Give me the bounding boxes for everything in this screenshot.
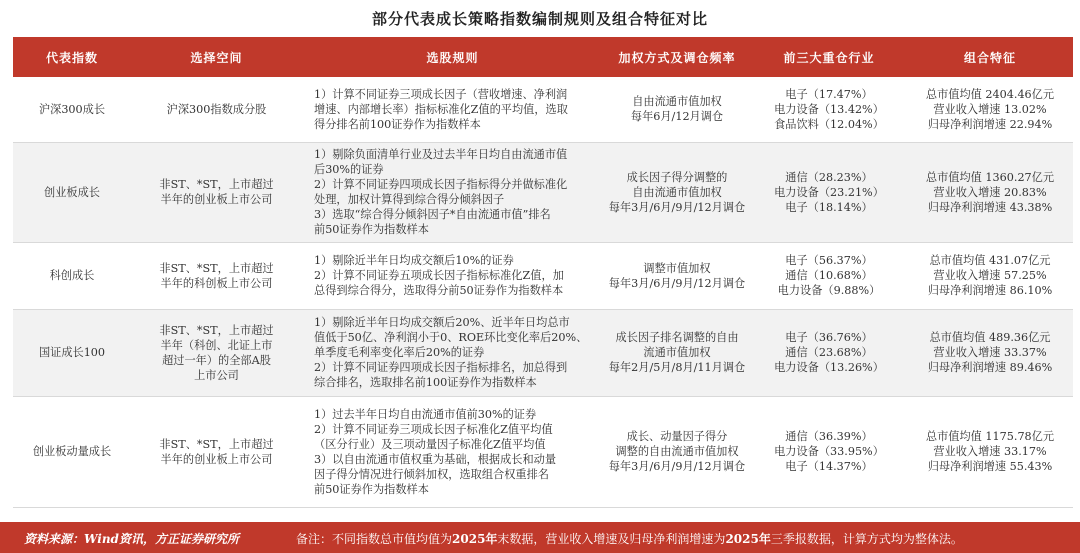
cell-line: 营业收入增速 13.02% <box>933 102 1047 116</box>
cell-line: 归母净利润增速 43.38% <box>927 200 1053 214</box>
note-text <box>296 530 963 547</box>
header-weighting: 加权方式及调仓频率 <box>603 37 751 77</box>
cell-line: 超过一年）的全部A股 <box>162 353 271 367</box>
cell-line: 营业收入增速 33.37% <box>933 346 1047 359</box>
cell-line: 电子（14.37%） <box>785 460 873 473</box>
header-features: 组合特征 <box>907 37 1073 77</box>
cell-rules <box>302 77 603 142</box>
cell-line: 电力设备（23.21%） <box>774 185 884 199</box>
cell-line: 非ST、*ST，上市超过 <box>159 323 274 337</box>
cell-line: 半年的科创板上市公司 <box>160 276 273 290</box>
cell-industries <box>751 242 907 309</box>
cell-selection-space <box>131 77 302 142</box>
cell-weighting <box>603 396 751 507</box>
cell-line: 2）计算不同证券三项成长因子标准化Z值平均值 <box>314 422 553 436</box>
cell-line: 电子（36.76%） <box>785 331 873 344</box>
cell-line: 前50证券作为指数样本 <box>314 482 429 496</box>
cell-line: 2）计算不同证券五项成长因子指标标准化Z值，加 <box>314 269 564 282</box>
cell-selection-space <box>131 396 302 507</box>
cell-line: 后30%的证券 <box>314 163 384 176</box>
cell-line: 每年3月/6月/9月/12月调仓 <box>608 200 746 214</box>
cell-line: 总市值均值 1175.78亿元 <box>925 430 1055 443</box>
cell-line: 得分排名前100证券作为指数样本 <box>314 117 481 131</box>
cell-line: 每年6月/12月调仓 <box>630 110 724 124</box>
cell-features <box>907 396 1073 507</box>
cell-rules <box>302 242 603 309</box>
header-rules: 选股规则 <box>302 37 603 77</box>
cell-index: 科创成长 <box>13 242 131 309</box>
cell-index: 国证成长100 <box>13 309 131 396</box>
cell-selection-space <box>131 309 302 396</box>
cell-line: 半年（科创、北证上市 <box>160 338 273 352</box>
table-row <box>13 396 1073 507</box>
cell-line: 沪深300指数成分股 <box>166 102 267 116</box>
cell-line: 非ST、*ST，上市超过 <box>159 178 274 191</box>
cell-rules <box>302 142 603 242</box>
note-part: 末数据，营业收入增速及归母净利润增速为 <box>497 532 726 546</box>
cell-line: 3）以自由流通市值权重为基础，根据成长和动量 <box>314 452 557 466</box>
cell-industries <box>751 309 907 396</box>
cell-line: 归母净利润增速 22.94% <box>927 117 1053 131</box>
comparison-table <box>13 37 1073 508</box>
table-header-row <box>13 37 1073 77</box>
cell-features <box>907 242 1073 309</box>
cell-selection-space <box>131 142 302 242</box>
table-row <box>13 77 1073 142</box>
cell-line: 食品饮料（12.04%） <box>774 117 884 131</box>
cell-features <box>907 309 1073 396</box>
cell-line: 通信（36.39%） <box>785 430 873 443</box>
cell-line: 归母净利润增速 89.46% <box>927 361 1053 374</box>
cell-line: 非ST、*ST，上市超过 <box>159 261 274 275</box>
cell-line: 综合排名，选取排名前100证券作为指数样本 <box>314 376 537 389</box>
cell-line: 电子（56.37%） <box>785 254 873 267</box>
cell-line: 通信（28.23%） <box>785 170 873 184</box>
table-row <box>13 309 1073 396</box>
cell-industries <box>751 142 907 242</box>
cell-line: 1）剔除负面清单行业及过去半年日均自由流通市值 <box>314 148 568 161</box>
cell-line: 自由流通市值加权 <box>632 95 722 109</box>
cell-line: 电力设备（9.88%） <box>777 284 881 297</box>
cell-features <box>907 142 1073 242</box>
cell-line: 总市值均值 431.07亿元 <box>929 254 1051 267</box>
cell-line: （区分行业）及三项动量因子标准化Z值平均值 <box>314 437 546 451</box>
note-year: 2025年 <box>725 532 771 546</box>
cell-line: 1）剔除近半年日均成交额后20%、近半年日均总市 <box>314 316 570 329</box>
cell-features <box>907 77 1073 142</box>
cell-weighting <box>603 242 751 309</box>
cell-index: 沪深300成长 <box>13 77 131 142</box>
cell-line: 处理，加权计算得到综合得分倾斜因子 <box>314 193 505 206</box>
footer-bar <box>0 522 1080 553</box>
note-part: 三季报数据，计算方式均为整体法。 <box>770 532 963 546</box>
cell-weighting <box>603 309 751 396</box>
page-title: 部分代表成长策略指数编制规则及组合特征对比 <box>371 10 708 28</box>
cell-line: 半年的创业板上市公司 <box>160 193 273 206</box>
cell-industries <box>751 77 907 142</box>
header-industries: 前三大重仓行业 <box>751 37 907 77</box>
cell-line: 前50证券作为指数样本 <box>314 223 429 236</box>
cell-line: 因子得分情况进行倾斜加权，选取组合权重排名 <box>314 467 549 481</box>
cell-line: 电子（18.14%） <box>785 200 873 214</box>
cell-line: 归母净利润增速 86.10% <box>927 284 1053 297</box>
cell-line: 值低于50亿、净利润小于0、ROE环比变化率后20%、 <box>314 331 588 344</box>
cell-line: 上市公司 <box>194 368 239 382</box>
cell-line: 非ST、*ST，上市超过 <box>159 437 274 451</box>
cell-line: 电子（17.47%） <box>785 87 873 101</box>
cell-line: 总市值均值 2404.46亿元 <box>925 87 1055 101</box>
cell-line: 每年2月/5月/8月/11月调仓 <box>608 361 746 374</box>
cell-line: 成长因子得分调整的 <box>626 170 728 184</box>
cell-weighting <box>603 142 751 242</box>
cell-line: 2）计算不同证券四项成长因子指标排名，加总得到 <box>314 361 568 374</box>
note-part: 备注：不同指数总市值均值为 <box>296 532 453 546</box>
cell-line: 单季度毛利率变化率后20%的证券 <box>314 346 485 359</box>
cell-line: 1）过去半年日均自由流通市值前30%的证券 <box>314 407 537 421</box>
cell-line: 通信（23.68%） <box>785 346 873 359</box>
cell-rules <box>302 396 603 507</box>
header-index: 代表指数 <box>13 37 131 77</box>
table-body <box>13 77 1073 507</box>
cell-line: 调整的自由流通市值加权 <box>615 445 739 458</box>
cell-line: 增速、内部增长率）指标标准化Z值的平均值，选取 <box>314 102 568 116</box>
cell-selection-space <box>131 242 302 309</box>
cell-line: 营业收入增速 33.17% <box>933 445 1047 458</box>
table-row <box>13 142 1073 242</box>
cell-line: 每年3月/6月/9月/12月调仓 <box>608 276 746 290</box>
cell-line: 调整市值加权 <box>643 261 711 275</box>
cell-line: 电力设备（13.42%） <box>774 102 884 116</box>
source-text: 资料来源：Wind资讯，方正证券研究所 <box>24 532 239 546</box>
table-row <box>13 242 1073 309</box>
cell-line: 电力设备（13.26%） <box>774 361 884 374</box>
cell-industries <box>751 396 907 507</box>
cell-line: 成长因子排名调整的自由 <box>615 331 739 344</box>
cell-line: 自由流通市值加权 <box>632 185 722 199</box>
cell-line: 营业收入增速 20.83% <box>933 185 1047 199</box>
cell-line: 总市值均值 1360.27亿元 <box>925 170 1055 184</box>
cell-weighting <box>603 77 751 142</box>
cell-line: 每年3月/6月/9月/12月调仓 <box>608 460 746 473</box>
cell-line: 通信（10.68%） <box>785 269 873 282</box>
cell-line: 成长、动量因子得分 <box>626 430 728 443</box>
cell-line: 1）计算不同证券三项成长因子（营收增速、净利润 <box>314 87 568 101</box>
cell-rules <box>302 309 603 396</box>
cell-line: 归母净利润增速 55.43% <box>927 460 1053 473</box>
cell-line: 2）计算不同证券四项成长因子指标得分并做标准化 <box>314 178 568 191</box>
cell-index: 创业板成长 <box>13 142 131 242</box>
cell-line: 流通市值加权 <box>643 346 711 359</box>
cell-line: 总得到综合得分，选取得分前50证券作为指数样本 <box>314 284 564 297</box>
cell-index: 创业板动量成长 <box>13 396 131 507</box>
note-year: 2025年 <box>452 532 498 546</box>
cell-line: 3）选取“综合得分倾斜因子*自由流通市值”排名 <box>314 208 551 221</box>
cell-line: 营业收入增速 57.25% <box>933 269 1047 282</box>
header-space: 选择空间 <box>131 37 302 77</box>
cell-line: 1）剔除近半年日均成交额后10%的证券 <box>314 254 514 267</box>
cell-line: 电力设备（33.95%） <box>774 445 884 458</box>
cell-line: 半年的创业板上市公司 <box>160 452 273 466</box>
cell-line: 总市值均值 489.36亿元 <box>929 331 1051 344</box>
